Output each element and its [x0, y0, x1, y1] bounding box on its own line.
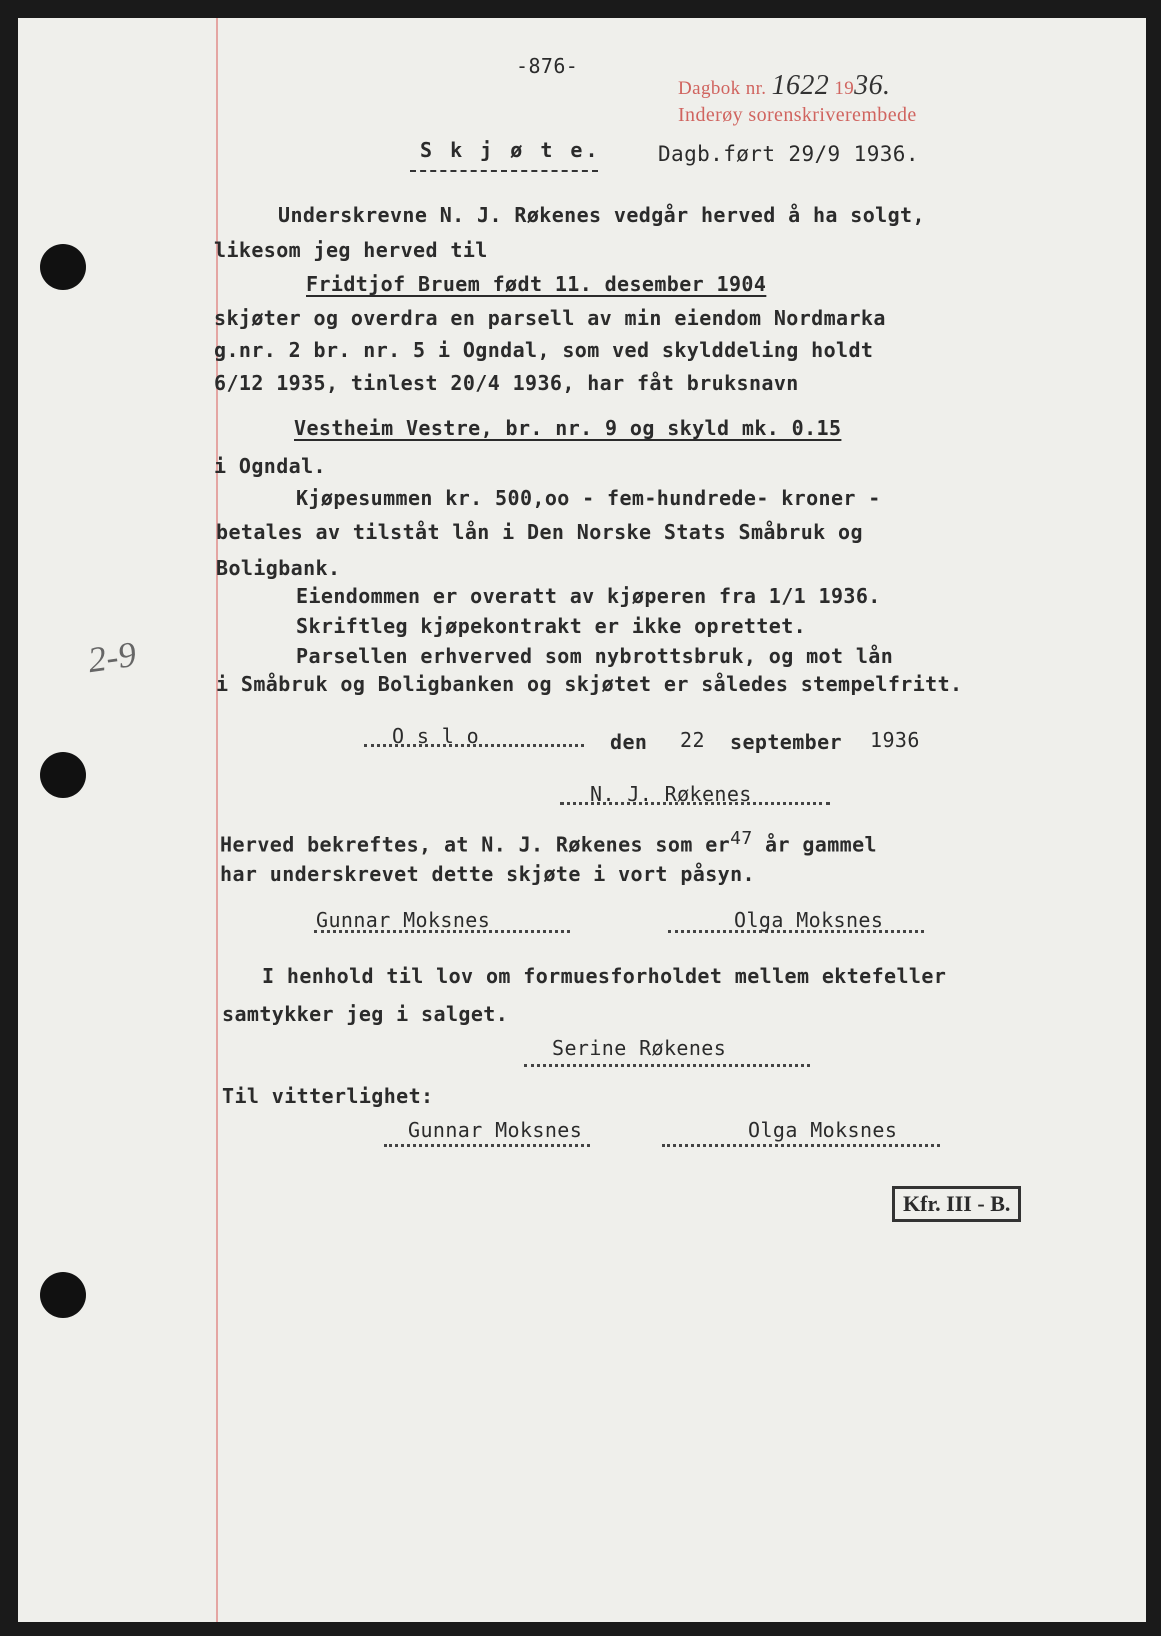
punch-hole: [40, 244, 86, 290]
body-line: 6/12 1935, tinlest 20/4 1936, har fåt bruksnavn: [214, 371, 799, 395]
date-month: september: [730, 730, 842, 754]
body-line: Eiendommen er overatt av kjøperen fra 1/1 1936.: [296, 584, 881, 608]
consent-line: I henhold til lov om formuesforholdet mellem ektefeller: [262, 964, 947, 988]
body-line: Parsellen erhverved som nybrottsbruk, og mot lån: [296, 644, 894, 668]
body-line: i Ogndal.: [214, 454, 326, 478]
document-title: S k j ø t e.: [420, 138, 601, 162]
margin-note: 2-9: [85, 633, 139, 681]
punch-hole: [40, 752, 86, 798]
dagb-fort: Dagb.ført 29/9 1936.: [658, 142, 919, 166]
witness-1-signature: Gunnar Moksnes: [408, 1118, 583, 1142]
vitterlighet-label: Til vitterlighet:: [222, 1084, 434, 1108]
dotted-line: [384, 1144, 590, 1147]
title-underline: [410, 170, 598, 172]
date-day: 22: [680, 728, 705, 752]
witness-statement-line2: har underskrevet dette skjøte i vort påsyn.: [220, 862, 755, 886]
witness-1-signature: Gunnar Moksnes: [316, 908, 491, 932]
witness-2-signature: Olga Moksnes: [734, 908, 884, 932]
document-page: [18, 18, 1146, 1622]
property-line: Vestheim Vestre, br. nr. 9 og skyld mk. 0.15: [294, 416, 842, 440]
body-line: betales av tilståt lån i Den Norske Stats Småbruk og: [216, 520, 863, 544]
buyer-line: Fridtjof Bruem født 11. desember 1904: [306, 272, 767, 296]
body-line: skjøter og overdra en parsell av min eiendom Nordmarka: [214, 306, 886, 330]
dagbok-number: 1622: [771, 70, 830, 101]
consent-line: samtykker jeg i salget.: [222, 1002, 509, 1026]
date-den: den: [610, 730, 648, 754]
body-line: likesom jeg herved til: [214, 238, 488, 262]
body-line: Underskrevne N. J. Røkenes vedgår herved å ha solgt,: [278, 203, 925, 227]
dotted-line: [662, 1144, 940, 1147]
seller-age: 47: [730, 828, 753, 849]
body-line: i Småbruk og Boligbanken og skjøtet er således stempelfritt.: [216, 672, 963, 696]
page-number: -876-: [516, 54, 579, 78]
dagbok-stamp-line2: Inderøy sorenskriverembede: [678, 104, 917, 126]
kfr-stamp: Kfr. III - B.: [892, 1186, 1021, 1222]
body-line: g.nr. 2 br. nr. 5 i Ogndal, som ved skylddeling holdt: [214, 338, 874, 362]
body-line: Boligbank.: [216, 556, 341, 580]
dagbok-stamp-line1: Dagbok nr. 1622 1936.: [678, 70, 891, 101]
dotted-line: [524, 1064, 810, 1067]
place: O s l o: [392, 724, 480, 748]
seller-signature: N. J. Røkenes: [590, 782, 752, 806]
spouse-signature: Serine Røkenes: [552, 1036, 727, 1060]
dagbok-year: 36.: [854, 70, 891, 101]
punch-hole: [40, 1272, 86, 1318]
date-year: 1936: [870, 728, 920, 752]
witness-statement-line1: Herved bekreftes, at N. J. Røkenes som $er^{47}$ år gammel: [220, 828, 877, 857]
body-line: Kjøpesummen kr. 500,oo - fem-hundrede- kroner -: [296, 486, 881, 510]
witness-2-signature: Olga Moksnes: [748, 1118, 898, 1142]
body-line: Skriftleg kjøpekontrakt er ikke oprettet.: [296, 614, 807, 638]
